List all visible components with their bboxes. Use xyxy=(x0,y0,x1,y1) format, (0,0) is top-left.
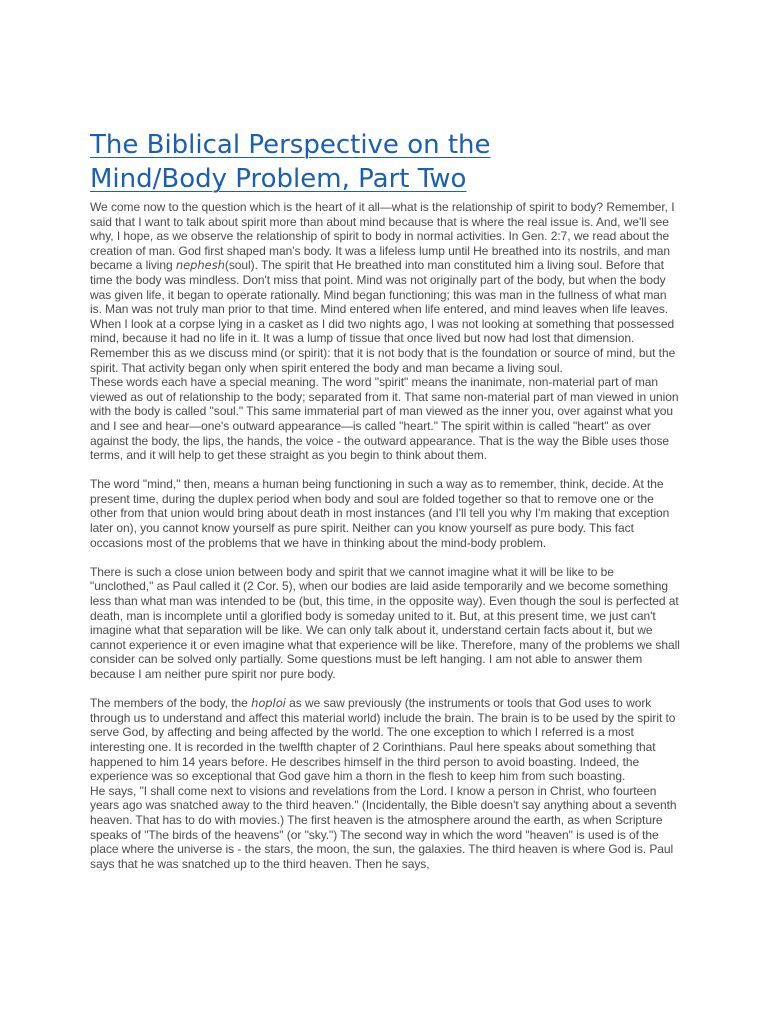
paragraph-1-text-b: (soul). The spirit that He breathed into man constituted him a living soul. Before that time the body was mindless. Don't miss that point. Mind was not originally part of the body, but when the body was given life, it began to operate rationally. Mind began functioning; this was man in the fullness of what man is. Man was not truly man prior to that time. Mind entered when life entered, and mind leaves when life leaves. When I look at a corpse lying in a casket as I did two nights ago, I was not looking at something that possessed mind, because it had no life in it. It was a lump of tissue that once lived but now had lost that dimension. Remember this as we discuss mind (or spirit): that it is not body that is the foundation or source of mind, but the spirit. That activity began only when spirit entered the body and man became a living soul. xyxy=(90,258,676,375)
paragraph-5-emphasis: hoploi xyxy=(251,696,286,711)
paragraph-3: The word "mind," then, means a human being functioning in such a way as to remember, think, decide. At the present time, during the duplex period when body and soul are folded together so that to remove one or the other from that union would bring about death in most instances (and I'll tell you why I'm making that exception later on), you cannot know yourself as pure spirit. Neither can you know yourself as pure body. This fact occasions most of the problems that we have in thinking about the mind-body problem. xyxy=(90,477,670,550)
paragraph-1-emphasis: nephesh xyxy=(175,258,225,273)
article-body xyxy=(90,200,680,871)
article-title-link[interactable]: The Biblical Perspective on the Mind/Body Problem, Part Two xyxy=(90,130,491,194)
paragraph-1-text-a: We come now to the question which is the heart of it all—what is the relationship of spirit to body? Remember, I said that I want to talk about spirit more than about mind because that is where the real issue is. And, we'll see why, I hope, as we observe the relationship of spirit to body in normal activities. In Gen. 2:7, we read about the creation of man. God first shaped man's body. It was a lifeless lump until He breathed into its nostrils, and man became a living xyxy=(90,200,675,273)
paragraph-5-text-a: The members of the body, the xyxy=(90,696,252,711)
paragraph-4: There is such a close union between body and spirit that we cannot imagine what it will be like to be "unclothed," as Paul called it (2 Cor. 5), when our bodies are laid aside temporarily and we become something less than what man was intended to be (but, this time, in the opposite way). Even though the soul is perfected at death, man is incomplete until a glorified body is someday united to it. But, at this present time, we just can't imagine what that separation will be like. We can only talk about it, understand certain facts about it, but we cannot experience it or even imagine what that experience will be like. Therefore, many of the problems we shall consider can be solved only partially. Some questions must be left hanging. I am not able to answer them because I am neither pure spirit nor pure body. xyxy=(90,564,680,681)
article-title[interactable] xyxy=(90,128,680,196)
paragraph-6: He says, "I shall come next to visions and revelations from the Lord. I know a person in Christ, who fourteen years ago was snatched away to the third heaven." (Incidentally, the Bible doesn't say anything about a seventh heaven. That has to do with movies.) The first heaven is the atmosphere around the earth, as when Scripture speaks of "The birds of the heavens" (or "sky.") The second way in which the word "heaven" is used is of the place where the universe is - the stars, the moon, the sun, the galaxies. The third heaven is where God is. Paul says that he was snatched up to the third heaven. Then he says, xyxy=(90,783,677,871)
article xyxy=(90,128,680,871)
paragraph-5-text-b: as we saw previously (the instruments or tools that God uses to work through us to understand and affect this material world) include the brain. The brain is to be used by the spirit to serve God, by affecting and being affected by the world. The one exception to which I referred is a most interesting one. It is recorded in the twelfth chapter of 2 Corinthians. Paul here speaks about something that happened to him 14 years before. He describes himself in the third person to avoid boasting. Indeed, the experience was so exceptional that God gave him a thorn in the flesh to keep him from such boasting. xyxy=(90,696,676,784)
paragraph-1 xyxy=(90,200,680,375)
paragraph-2: These words each have a special meaning. The word "spirit" means the inanimate, non-material part of man viewed as out of relationship to the body; separated from it. That same non-material part of man viewed in union with the body is called "soul." This same immaterial part of man viewed as the inner you, over against what you and I see and hear—one's outward appearance—is called "heart." The spirit within is called "heart" as over against the body, the lips, the hands, the voice - the outward appearance. That is the way the Bible uses those terms, and it will help to get these straight as you begin to think about them. xyxy=(90,375,679,463)
paragraph-5 xyxy=(90,696,680,784)
